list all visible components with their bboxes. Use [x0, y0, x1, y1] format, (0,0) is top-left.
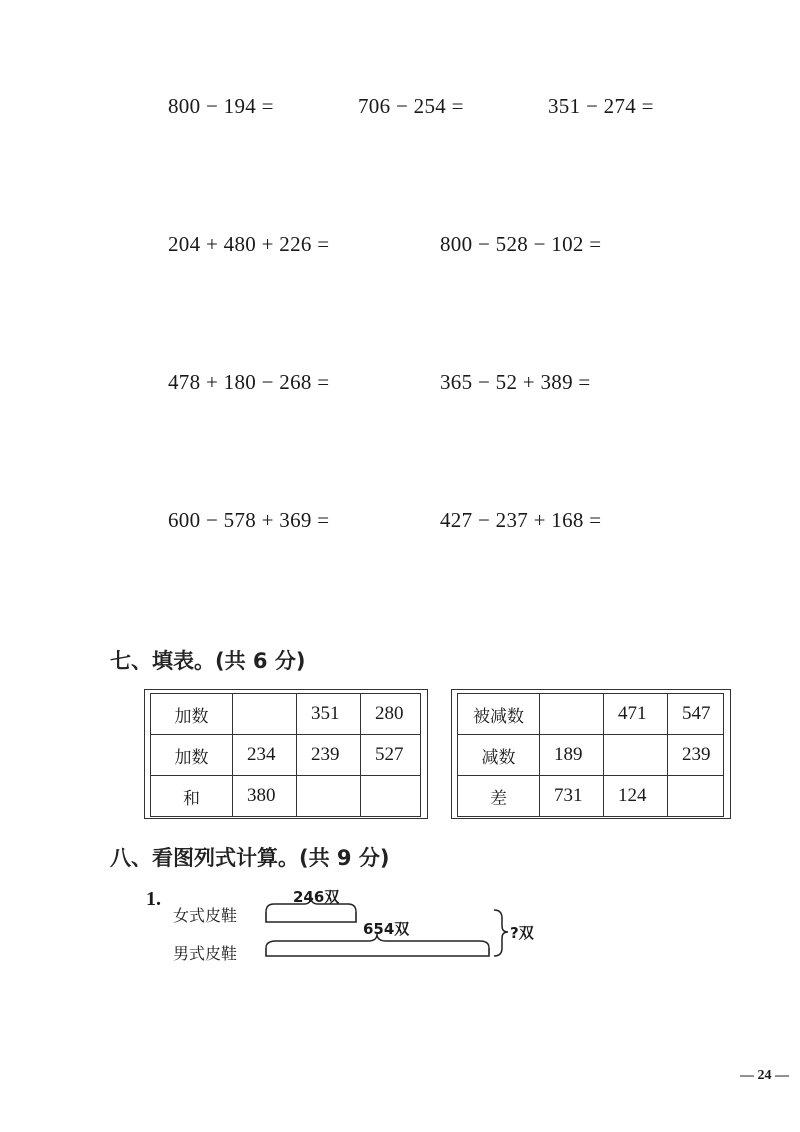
table-cell: 280: [361, 694, 421, 735]
total-brace: [494, 910, 508, 956]
table-cell: 被减数: [458, 694, 540, 735]
table-cell: 差: [458, 776, 540, 817]
exercise-2-2: 800 − 528 − 102 =: [440, 232, 602, 256]
women-segment-line: [266, 912, 356, 922]
label-men-shoes: 男式皮鞋: [173, 944, 238, 963]
label-women-shoes: 女式皮鞋: [173, 906, 238, 925]
men-value-label: 654双: [363, 920, 410, 938]
men-segment-line: [266, 948, 489, 956]
section-8-title: 八、看图列式计算。(共 9 分): [110, 846, 390, 870]
table-cell: 和: [151, 776, 233, 817]
table-cell: 351: [297, 694, 361, 735]
exercise-4-2: 427 − 237 + 168 =: [440, 508, 602, 532]
page-number: — 24 —: [740, 1068, 789, 1083]
table-cell: 547: [668, 694, 724, 735]
exercise-1-1: 800 − 194 =: [168, 94, 274, 118]
table-cell: 527: [361, 735, 421, 776]
table-cell: 239: [297, 735, 361, 776]
exercise-3-2: 365 − 52 + 389 =: [440, 370, 591, 394]
table-cell: 471: [604, 694, 668, 735]
women-brace: [266, 897, 356, 912]
table-cell: 731: [540, 776, 604, 817]
section-7-title: 七、填表。(共 6 分): [110, 649, 306, 673]
table-cell: 380: [233, 776, 297, 817]
exercise-1-2: 706 − 254 =: [358, 94, 464, 118]
exercise-2-1: 204 + 480 + 226 =: [168, 232, 330, 256]
table-cell: 加数: [151, 694, 233, 735]
table-cell: 239: [668, 735, 724, 776]
table-cell: 加数: [151, 735, 233, 776]
women-value-label: 246双: [293, 888, 340, 906]
total-question-label: ?双: [510, 924, 534, 942]
table-cell: 189: [540, 735, 604, 776]
exercise-1-3: 351 − 274 =: [548, 94, 654, 118]
table-cell: 234: [233, 735, 297, 776]
exercise-3-1: 478 + 180 − 268 =: [168, 370, 330, 394]
exercise-4-1: 600 − 578 + 369 =: [168, 508, 330, 532]
problem-1-number: 1.: [146, 888, 161, 910]
men-brace: [266, 934, 489, 948]
table-cell: 124: [604, 776, 668, 817]
table-cell: 减数: [458, 735, 540, 776]
